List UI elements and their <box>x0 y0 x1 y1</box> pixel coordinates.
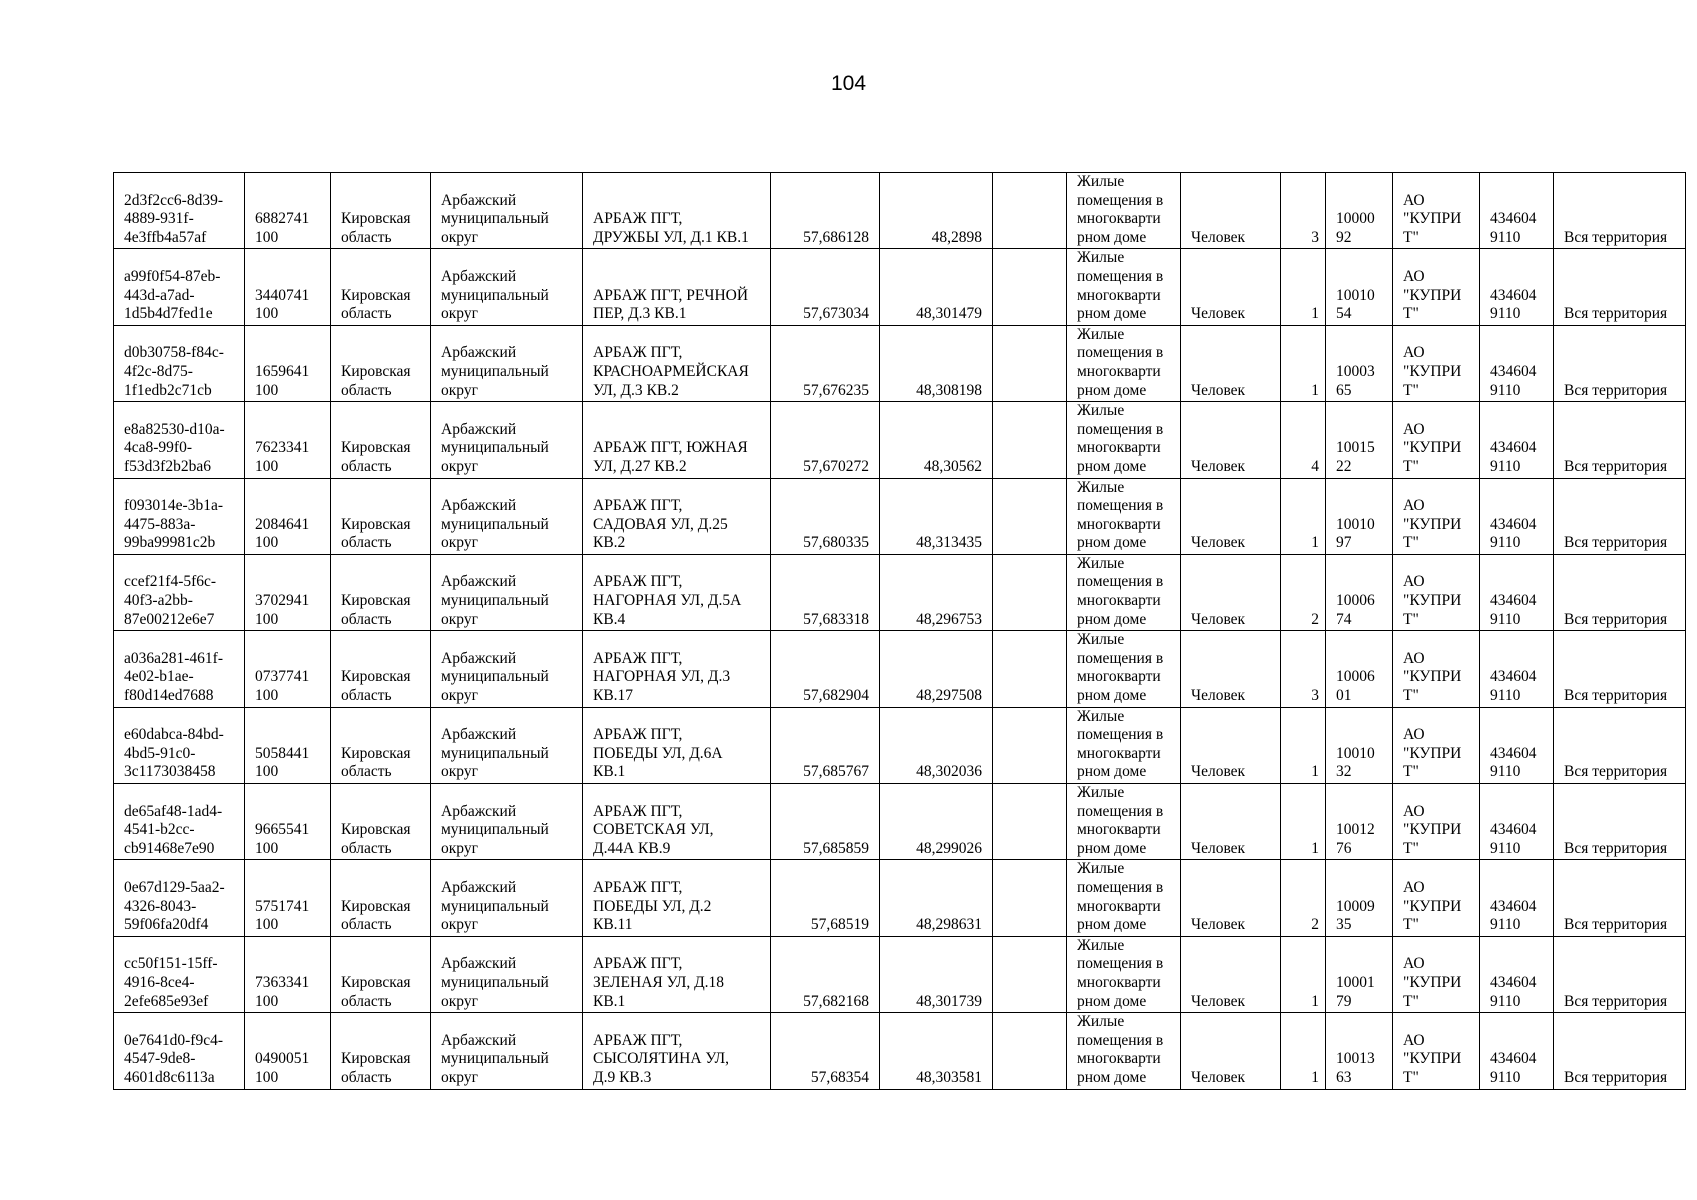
unit-cell: Человек <box>1181 860 1281 936</box>
object-type-cell: Жилые помещения в многокварти рном доме <box>1067 554 1181 630</box>
district-cell: Арбажский муниципальный округ <box>431 325 583 401</box>
quantity-cell: 1 <box>1281 1013 1326 1089</box>
organization-cell: АО "КУПРИ Т" <box>1393 478 1480 554</box>
code-cell: 5058441 100 <box>245 707 331 783</box>
district-cell: Арбажский муниципальный округ <box>431 173 583 249</box>
object-id-cell: ccef21f4-5f6c- 40f3-a2bb- 87e00212e6e7 <box>114 554 245 630</box>
quantity-cell: 1 <box>1281 707 1326 783</box>
quantity-cell: 3 <box>1281 631 1326 707</box>
region-cell: Кировская область <box>331 784 431 860</box>
object-id-cell: 2d3f2cc6-8d39- 4889-931f- 4e3ffb4a57af <box>114 173 245 249</box>
code-cell: 5751741 100 <box>245 860 331 936</box>
district-cell: Арбажский муниципальный округ <box>431 860 583 936</box>
latitude-cell: 57,680335 <box>771 478 880 554</box>
empty-cell <box>993 554 1067 630</box>
object-id-cell: 0e7641d0-f9c4- 4547-9de8- 4601d8c6113a <box>114 1013 245 1089</box>
latitude-cell: 57,682904 <box>771 631 880 707</box>
organization-cell: АО "КУПРИ Т" <box>1393 860 1480 936</box>
inn-cell: 434604 9110 <box>1480 173 1554 249</box>
table-row <box>114 402 1686 478</box>
unit-cell: Человек <box>1181 402 1281 478</box>
object-type-cell: Жилые помещения в многокварти рном доме <box>1067 478 1181 554</box>
object-type-cell: Жилые помещения в многокварти рном доме <box>1067 707 1181 783</box>
address-cell: АРБАЖ ПГТ, ЗЕЛЕНАЯ УЛ, Д.18 КВ.1 <box>583 936 771 1012</box>
region-cell: Кировская область <box>331 631 431 707</box>
object-id-cell: f093014e-3b1a- 4475-883a- 99ba99981c2b <box>114 478 245 554</box>
code-cell: 7623341 100 <box>245 402 331 478</box>
region-cell: Кировская область <box>331 860 431 936</box>
region-cell: Кировская область <box>331 402 431 478</box>
region-cell: Кировская область <box>331 249 431 325</box>
account-cell: 10003 65 <box>1326 325 1393 401</box>
region-cell: Кировская область <box>331 325 431 401</box>
object-type-cell: Жилые помещения в многокварти рном доме <box>1067 325 1181 401</box>
district-cell: Арбажский муниципальный округ <box>431 554 583 630</box>
object-type-cell: Жилые помещения в многокварти рном доме <box>1067 173 1181 249</box>
empty-cell <box>993 1013 1067 1089</box>
unit-cell: Человек <box>1181 784 1281 860</box>
longitude-cell: 48,30562 <box>880 402 993 478</box>
table-row <box>114 325 1686 401</box>
unit-cell: Человек <box>1181 173 1281 249</box>
registry-table-body <box>114 173 1686 1090</box>
territory-cell: Вся территория <box>1554 478 1686 554</box>
region-cell: Кировская область <box>331 173 431 249</box>
quantity-cell: 2 <box>1281 554 1326 630</box>
longitude-cell: 48,301739 <box>880 936 993 1012</box>
territory-cell: Вся территория <box>1554 784 1686 860</box>
registry-table-wrapper <box>113 172 1686 1090</box>
address-cell: АРБАЖ ПГТ, НАГОРНАЯ УЛ, Д.5А КВ.4 <box>583 554 771 630</box>
address-cell: АРБАЖ ПГТ, СЫСОЛЯТИНА УЛ, Д.9 КВ.3 <box>583 1013 771 1089</box>
organization-cell: АО "КУПРИ Т" <box>1393 554 1480 630</box>
territory-cell: Вся территория <box>1554 936 1686 1012</box>
object-type-cell: Жилые помещения в многокварти рном доме <box>1067 784 1181 860</box>
district-cell: Арбажский муниципальный округ <box>431 1013 583 1089</box>
district-cell: Арбажский муниципальный округ <box>431 478 583 554</box>
inn-cell: 434604 9110 <box>1480 249 1554 325</box>
unit-cell: Человек <box>1181 707 1281 783</box>
unit-cell: Человек <box>1181 1013 1281 1089</box>
table-row <box>114 631 1686 707</box>
inn-cell: 434604 9110 <box>1480 1013 1554 1089</box>
table-row <box>114 478 1686 554</box>
object-id-cell: cc50f151-15ff- 4916-8ce4- 2efe685e93ef <box>114 936 245 1012</box>
empty-cell <box>993 249 1067 325</box>
table-row <box>114 1013 1686 1089</box>
district-cell: Арбажский муниципальный округ <box>431 402 583 478</box>
account-cell: 10006 74 <box>1326 554 1393 630</box>
account-cell: 10015 22 <box>1326 402 1393 478</box>
organization-cell: АО "КУПРИ Т" <box>1393 1013 1480 1089</box>
table-row <box>114 707 1686 783</box>
code-cell: 7363341 100 <box>245 936 331 1012</box>
code-cell: 2084641 100 <box>245 478 331 554</box>
organization-cell: АО "КУПРИ Т" <box>1393 631 1480 707</box>
quantity-cell: 4 <box>1281 402 1326 478</box>
unit-cell: Человек <box>1181 936 1281 1012</box>
account-cell: 10012 76 <box>1326 784 1393 860</box>
account-cell: 10010 54 <box>1326 249 1393 325</box>
territory-cell: Вся территория <box>1554 249 1686 325</box>
quantity-cell: 1 <box>1281 936 1326 1012</box>
inn-cell: 434604 9110 <box>1480 936 1554 1012</box>
account-cell: 10010 32 <box>1326 707 1393 783</box>
latitude-cell: 57,673034 <box>771 249 880 325</box>
unit-cell: Человек <box>1181 631 1281 707</box>
account-cell: 10010 97 <box>1326 478 1393 554</box>
quantity-cell: 1 <box>1281 249 1326 325</box>
organization-cell: АО "КУПРИ Т" <box>1393 173 1480 249</box>
quantity-cell: 2 <box>1281 860 1326 936</box>
page-number: 104 <box>830 72 867 95</box>
longitude-cell: 48,301479 <box>880 249 993 325</box>
table-row <box>114 936 1686 1012</box>
account-cell: 10000 92 <box>1326 173 1393 249</box>
code-cell: 3440741 100 <box>245 249 331 325</box>
code-cell: 1659641 100 <box>245 325 331 401</box>
address-cell: АРБАЖ ПГТ, ПОБЕДЫ УЛ, Д.2 КВ.11 <box>583 860 771 936</box>
longitude-cell: 48,296753 <box>880 554 993 630</box>
empty-cell <box>993 478 1067 554</box>
object-type-cell: Жилые помещения в многокварти рном доме <box>1067 936 1181 1012</box>
territory-cell: Вся территория <box>1554 707 1686 783</box>
latitude-cell: 57,685859 <box>771 784 880 860</box>
region-cell: Кировская область <box>331 554 431 630</box>
district-cell: Арбажский муниципальный округ <box>431 249 583 325</box>
table-row <box>114 249 1686 325</box>
empty-cell <box>993 784 1067 860</box>
region-cell: Кировская область <box>331 936 431 1012</box>
code-cell: 0737741 100 <box>245 631 331 707</box>
table-row <box>114 784 1686 860</box>
district-cell: Арбажский муниципальный округ <box>431 936 583 1012</box>
territory-cell: Вся территория <box>1554 173 1686 249</box>
quantity-cell: 1 <box>1281 478 1326 554</box>
district-cell: Арбажский муниципальный округ <box>431 631 583 707</box>
object-type-cell: Жилые помещения в многокварти рном доме <box>1067 860 1181 936</box>
longitude-cell: 48,308198 <box>880 325 993 401</box>
inn-cell: 434604 9110 <box>1480 554 1554 630</box>
quantity-cell: 1 <box>1281 784 1326 860</box>
empty-cell <box>993 631 1067 707</box>
latitude-cell: 57,683318 <box>771 554 880 630</box>
longitude-cell: 48,2898 <box>880 173 993 249</box>
empty-cell <box>993 325 1067 401</box>
code-cell: 0490051 100 <box>245 1013 331 1089</box>
unit-cell: Человек <box>1181 249 1281 325</box>
organization-cell: АО "КУПРИ Т" <box>1393 402 1480 478</box>
region-cell: Кировская область <box>331 1013 431 1089</box>
longitude-cell: 48,297508 <box>880 631 993 707</box>
inn-cell: 434604 9110 <box>1480 784 1554 860</box>
territory-cell: Вся территория <box>1554 402 1686 478</box>
organization-cell: АО "КУПРИ Т" <box>1393 936 1480 1012</box>
object-id-cell: de65af48-1ad4- 4541-b2cc- cb91468e7e90 <box>114 784 245 860</box>
latitude-cell: 57,676235 <box>771 325 880 401</box>
empty-cell <box>993 860 1067 936</box>
inn-cell: 434604 9110 <box>1480 325 1554 401</box>
empty-cell <box>993 173 1067 249</box>
code-cell: 3702941 100 <box>245 554 331 630</box>
address-cell: АРБАЖ ПГТ, САДОВАЯ УЛ, Д.25 КВ.2 <box>583 478 771 554</box>
object-id-cell: d0b30758-f84c- 4f2c-8d75- 1f1edb2c71cb <box>114 325 245 401</box>
account-cell: 10009 35 <box>1326 860 1393 936</box>
address-cell: АРБАЖ ПГТ, НАГОРНАЯ УЛ, Д.3 КВ.17 <box>583 631 771 707</box>
empty-cell <box>993 707 1067 783</box>
inn-cell: 434604 9110 <box>1480 402 1554 478</box>
district-cell: Арбажский муниципальный округ <box>431 784 583 860</box>
code-cell: 6882741 100 <box>245 173 331 249</box>
address-cell: АРБАЖ ПГТ, РЕЧНОЙ ПЕР, Д.3 КВ.1 <box>583 249 771 325</box>
object-id-cell: a99f0f54-87eb- 443d-a7ad- 1d5b4d7fed1e <box>114 249 245 325</box>
account-cell: 10013 63 <box>1326 1013 1393 1089</box>
inn-cell: 434604 9110 <box>1480 707 1554 783</box>
territory-cell: Вся территория <box>1554 325 1686 401</box>
territory-cell: Вся территория <box>1554 860 1686 936</box>
table-row <box>114 860 1686 936</box>
organization-cell: АО "КУПРИ Т" <box>1393 707 1480 783</box>
object-id-cell: 0e67d129-5aa2- 4326-8043- 59f06fa20df4 <box>114 860 245 936</box>
quantity-cell: 1 <box>1281 325 1326 401</box>
registry-table <box>113 172 1686 1090</box>
address-cell: АРБАЖ ПГТ, ЮЖНАЯ УЛ, Д.27 КВ.2 <box>583 402 771 478</box>
code-cell: 9665541 100 <box>245 784 331 860</box>
organization-cell: АО "КУПРИ Т" <box>1393 249 1480 325</box>
inn-cell: 434604 9110 <box>1480 478 1554 554</box>
latitude-cell: 57,670272 <box>771 402 880 478</box>
inn-cell: 434604 9110 <box>1480 860 1554 936</box>
object-type-cell: Жилые помещения в многокварти рном доме <box>1067 631 1181 707</box>
region-cell: Кировская область <box>331 707 431 783</box>
territory-cell: Вся территория <box>1554 1013 1686 1089</box>
longitude-cell: 48,303581 <box>880 1013 993 1089</box>
longitude-cell: 48,298631 <box>880 860 993 936</box>
latitude-cell: 57,685767 <box>771 707 880 783</box>
latitude-cell: 57,68354 <box>771 1013 880 1089</box>
latitude-cell: 57,682168 <box>771 936 880 1012</box>
table-row <box>114 173 1686 249</box>
object-type-cell: Жилые помещения в многокварти рном доме <box>1067 1013 1181 1089</box>
account-cell: 10001 79 <box>1326 936 1393 1012</box>
unit-cell: Человек <box>1181 554 1281 630</box>
longitude-cell: 48,299026 <box>880 784 993 860</box>
quantity-cell: 3 <box>1281 173 1326 249</box>
object-id-cell: e60dabca-84bd- 4bd5-91c0- 3c1173038458 <box>114 707 245 783</box>
territory-cell: Вся территория <box>1554 554 1686 630</box>
longitude-cell: 48,302036 <box>880 707 993 783</box>
organization-cell: АО "КУПРИ Т" <box>1393 325 1480 401</box>
object-type-cell: Жилые помещения в многокварти рном доме <box>1067 249 1181 325</box>
empty-cell <box>993 402 1067 478</box>
longitude-cell: 48,313435 <box>880 478 993 554</box>
object-id-cell: a036a281-461f- 4e02-b1ae- f80d14ed7688 <box>114 631 245 707</box>
empty-cell <box>993 936 1067 1012</box>
address-cell: АРБАЖ ПГТ, КРАСНОАРМЕЙСКАЯ УЛ, Д.3 КВ.2 <box>583 325 771 401</box>
object-id-cell: e8a82530-d10a- 4ca8-99f0- f53d3f2b2ba6 <box>114 402 245 478</box>
object-type-cell: Жилые помещения в многокварти рном доме <box>1067 402 1181 478</box>
unit-cell: Человек <box>1181 325 1281 401</box>
latitude-cell: 57,686128 <box>771 173 880 249</box>
inn-cell: 434604 9110 <box>1480 631 1554 707</box>
region-cell: Кировская область <box>331 478 431 554</box>
address-cell: АРБАЖ ПГТ, ПОБЕДЫ УЛ, Д.6А КВ.1 <box>583 707 771 783</box>
territory-cell: Вся территория <box>1554 631 1686 707</box>
address-cell: АРБАЖ ПГТ, ДРУЖБЫ УЛ, Д.1 КВ.1 <box>583 173 771 249</box>
latitude-cell: 57,68519 <box>771 860 880 936</box>
district-cell: Арбажский муниципальный округ <box>431 707 583 783</box>
address-cell: АРБАЖ ПГТ, СОВЕТСКАЯ УЛ, Д.44А КВ.9 <box>583 784 771 860</box>
organization-cell: АО "КУПРИ Т" <box>1393 784 1480 860</box>
unit-cell: Человек <box>1181 478 1281 554</box>
table-row <box>114 554 1686 630</box>
account-cell: 10006 01 <box>1326 631 1393 707</box>
